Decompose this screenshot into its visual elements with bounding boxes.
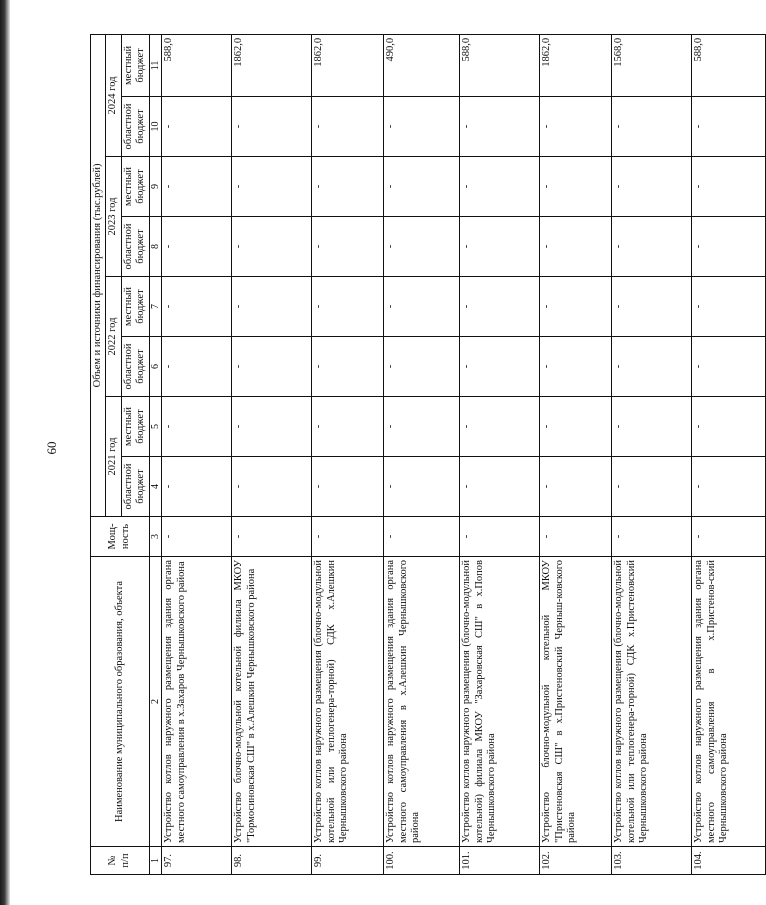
header-regional: областной бюджет: [121, 457, 149, 517]
column-number: 5: [149, 397, 162, 457]
column-number: 7: [149, 277, 162, 337]
object-name: Устройство блочно-модульной котельной МКОУ "Пристеновская СШ" в х.Пристеновский Черныш-ковского района: [540, 557, 612, 847]
regional-2024: -: [232, 97, 312, 157]
local-2021: -: [312, 397, 384, 457]
local-2023: -: [384, 157, 460, 217]
local-2021: -: [384, 397, 460, 457]
local-2023: -: [232, 157, 312, 217]
local-2021: -: [232, 397, 312, 457]
regional-2024: -: [540, 97, 612, 157]
local-2023: -: [540, 157, 612, 217]
page-number: 60: [44, 441, 59, 455]
local-2021: -: [540, 397, 612, 457]
regional-2023: -: [540, 217, 612, 277]
regional-2023: -: [612, 217, 692, 277]
power-value: -: [692, 517, 766, 557]
header-local: местный бюджет: [121, 397, 149, 457]
regional-2021: -: [162, 457, 232, 517]
local-2021: -: [692, 397, 766, 457]
object-name: Устройство котлов наружного размещения (блочно-модульной котельной или теплогенера-торной) СДК х.Алешкин Чернышковского района: [312, 557, 384, 847]
column-number: 6: [149, 337, 162, 397]
regional-2021: -: [232, 457, 312, 517]
local-2022: -: [384, 277, 460, 337]
local-2022: -: [612, 277, 692, 337]
row-number: 101.: [460, 847, 540, 875]
power-value: -: [612, 517, 692, 557]
column-number-row: [149, 34, 162, 874]
table-body: [162, 34, 766, 874]
row-number: 103.: [612, 847, 692, 875]
power-value: -: [384, 517, 460, 557]
regional-2021: -: [460, 457, 540, 517]
table-row: [540, 34, 612, 874]
header-year-2024: 2024 год: [106, 34, 121, 156]
funding-table: [90, 34, 766, 875]
regional-2022: -: [612, 337, 692, 397]
object-name: Устройство блочно-модульной котельной филиала МКОУ "Тормосиновская СШ" в х.Алешкин Чернышковского района: [232, 557, 312, 847]
header-power: Мощ-ность: [91, 517, 150, 557]
power-value: -: [460, 517, 540, 557]
regional-2023: -: [692, 217, 766, 277]
object-name: Устройство котлов наружного размещения (блочно-модульной котельной) филиала МКОУ "Захаровская СШ" в х.Попов Чернышковского района: [460, 557, 540, 847]
object-name: Устройство котлов наружного размещения (блочно-модульной котельной или теплогенера-торной) СДК х.Пристеновский Чернышковского района: [612, 557, 692, 847]
regional-2024: -: [162, 97, 232, 157]
local-2022: -: [460, 277, 540, 337]
regional-2024: -: [692, 97, 766, 157]
regional-2023: -: [312, 217, 384, 277]
column-number: 4: [149, 457, 162, 517]
regional-2021: -: [540, 457, 612, 517]
table-row: [692, 34, 766, 874]
header-local: местный бюджет: [121, 157, 149, 217]
header-year-2022: 2022 год: [106, 277, 121, 397]
column-number: 3: [149, 517, 162, 557]
local-2022: -: [312, 277, 384, 337]
regional-2024: -: [384, 97, 460, 157]
header-local: местный бюджет: [121, 34, 149, 96]
local-2021: -: [460, 397, 540, 457]
local-2024: 588,0: [460, 34, 540, 96]
local-2023: -: [460, 157, 540, 217]
regional-2022: -: [232, 337, 312, 397]
local-2021: -: [162, 397, 232, 457]
regional-2024: -: [460, 97, 540, 157]
table-row: [162, 34, 232, 874]
local-2024: 1568,0: [612, 34, 692, 96]
object-name: Устройство котлов наружного размещения здания органа местного самоуправления в х.Пристенов-ский Чернышковского района: [692, 557, 766, 847]
header-funding: Объем и источники финансирования (тыс.рублей): [91, 34, 106, 516]
row-number: 104.: [692, 847, 766, 875]
header-no: № п/п: [91, 847, 150, 875]
local-2023: -: [692, 157, 766, 217]
regional-2024: -: [612, 97, 692, 157]
power-value: -: [162, 517, 232, 557]
local-2024: 1862,0: [540, 34, 612, 96]
column-number: 2: [149, 557, 162, 847]
row-number: 102.: [540, 847, 612, 875]
local-2022: -: [692, 277, 766, 337]
row-number: 97.: [162, 847, 232, 875]
regional-2023: -: [162, 217, 232, 277]
table-row: [460, 34, 540, 874]
regional-2021: -: [384, 457, 460, 517]
local-2022: -: [232, 277, 312, 337]
row-number: 98.: [232, 847, 312, 875]
column-number: 8: [149, 217, 162, 277]
regional-2022: -: [692, 337, 766, 397]
regional-2023: -: [232, 217, 312, 277]
regional-2021: -: [692, 457, 766, 517]
row-number: 99.: [312, 847, 384, 875]
regional-2023: -: [460, 217, 540, 277]
header-year-2023: 2023 год: [106, 157, 121, 277]
local-2024: 588,0: [692, 34, 766, 96]
column-number: 9: [149, 157, 162, 217]
local-2024: 490,0: [384, 34, 460, 96]
table-row: [232, 34, 312, 874]
regional-2022: -: [540, 337, 612, 397]
regional-2021: -: [312, 457, 384, 517]
regional-2024: -: [312, 97, 384, 157]
header-local: местный бюджет: [121, 277, 149, 337]
column-number: 10: [149, 97, 162, 157]
local-2023: -: [612, 157, 692, 217]
regional-2022: -: [460, 337, 540, 397]
column-number: 11: [149, 34, 162, 96]
regional-2023: -: [384, 217, 460, 277]
header-regional: областной бюджет: [121, 97, 149, 157]
header-regional: областной бюджет: [121, 217, 149, 277]
table-row: [612, 34, 692, 874]
local-2023: -: [312, 157, 384, 217]
object-name: Устройство котлов наружного размещения здания органа местного самоуправления в х.Захаров Чернышковского района: [162, 557, 232, 847]
regional-2022: -: [312, 337, 384, 397]
power-value: -: [232, 517, 312, 557]
local-2024: 1862,0: [312, 34, 384, 96]
header-name: Наименование муниципального образования, объекта: [91, 557, 150, 847]
rotated-table-container: [90, 35, 730, 875]
row-number: 100.: [384, 847, 460, 875]
scan-edge-shadow: [0, 0, 10, 905]
regional-2022: -: [384, 337, 460, 397]
column-number: 1: [149, 847, 162, 875]
regional-2022: -: [162, 337, 232, 397]
local-2022: -: [540, 277, 612, 337]
power-value: -: [312, 517, 384, 557]
local-2024: 1862,0: [232, 34, 312, 96]
power-value: -: [540, 517, 612, 557]
local-2023: -: [162, 157, 232, 217]
local-2022: -: [162, 277, 232, 337]
local-2024: 588,0: [162, 34, 232, 96]
table-row: [384, 34, 460, 874]
header-regional: областной бюджет: [121, 337, 149, 397]
object-name: Устройство котлов наружного размещения здания органа местного самоуправления в х.Алешкин Чернышковского района: [384, 557, 460, 847]
header-year-2021: 2021 год: [106, 397, 121, 517]
regional-2021: -: [612, 457, 692, 517]
table-row: [312, 34, 384, 874]
local-2021: -: [612, 397, 692, 457]
